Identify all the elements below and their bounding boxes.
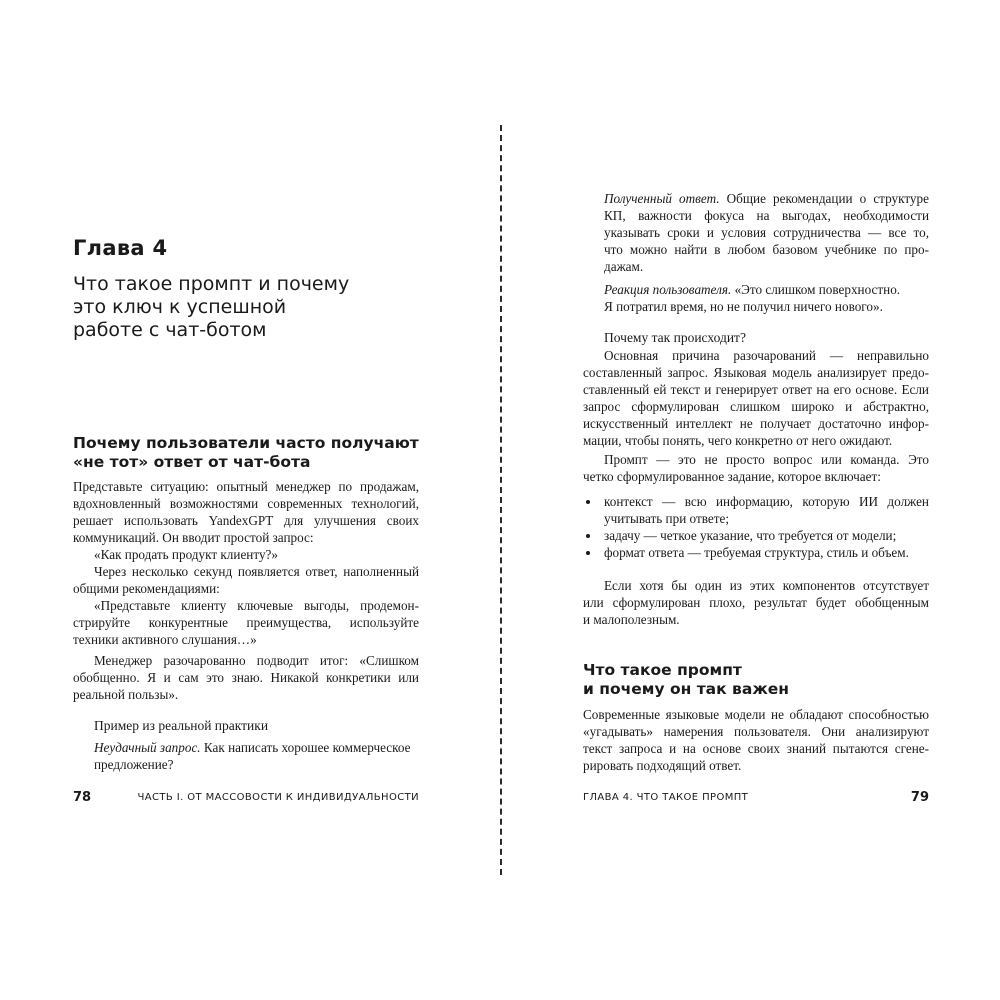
received-answer-label: Полученный ответ.: [604, 191, 720, 206]
text-line: стрируйте конкурентные преимущества, используйте: [73, 615, 419, 630]
chapter-label: Глава 4: [73, 236, 168, 260]
text-line: реальной пользы».: [73, 687, 179, 702]
text-line: запрос сформулирован слишком широко и абстрактно,: [583, 399, 929, 414]
received-answer-continuation: [604, 207, 929, 275]
text-line: составленный запрос. Языковая модель анализирует предо-: [583, 365, 929, 380]
left-footer: [73, 790, 419, 805]
text-line: или сформулирован плохо, результат будет обобщенным: [583, 595, 929, 610]
bullet-icon: [586, 500, 590, 504]
text-line: Промпт — это не просто вопрос или команда. Это: [604, 452, 929, 467]
text-line: Что такое промпт: [583, 661, 742, 679]
chapter-title: [73, 273, 433, 342]
text-line: вдохновленный возможностями современных технологий,: [73, 496, 419, 511]
left-page-number: 78: [73, 790, 92, 805]
text-line: техники активного слушания…»: [73, 632, 257, 647]
list-item-text: формат ответа — требуемая структура, стиль и объем.: [604, 545, 909, 560]
reason-paragraph: [583, 347, 929, 449]
text-line: рировать подходящий ответ.: [583, 758, 742, 773]
user-reaction-text: «Это слишком поверхностно.: [731, 282, 901, 297]
bullet-icon: [586, 534, 590, 538]
user-reaction-label: Реакция пользователя.: [604, 282, 732, 297]
list-item-text: учитывать при ответе;: [604, 511, 730, 526]
left-page: [73, 0, 419, 1000]
text-line: «не тот» ответ от чат-бота: [73, 453, 311, 471]
text-line: Основная причина разочарований — неправильно: [604, 348, 929, 363]
failed-request: [94, 739, 419, 773]
text-line: и почему он так важен: [583, 680, 789, 698]
prompt-components-list: [583, 493, 929, 561]
right-running-head: ГЛАВА 4. ЧТО ТАКОЕ ПРОМПТ: [583, 792, 749, 803]
received-answer-text: Общие рекомендации о структуре: [719, 191, 929, 206]
text-line: искусственный интеллект не получает достаточно инфор-: [583, 416, 929, 431]
text-line: текст запроса и на основе своих знаний пытаются сгене-: [583, 741, 929, 756]
prompt-definition-paragraph: [583, 451, 929, 485]
text-line: общими рекомендациями:: [73, 581, 220, 596]
models-paragraph: [583, 706, 929, 774]
intro-paragraph: [73, 478, 419, 546]
missing-component-paragraph: [583, 577, 929, 628]
section-heading-wrong-answer: [73, 434, 433, 472]
text-line: обобщенно. Я и сам это знаю. Никакой конкретики или: [73, 670, 419, 685]
text-line: Представьте ситуацию: опытный менеджер по продажам,: [73, 479, 419, 494]
text-line: мации, чтобы понять, чего конкретно от него ожидают.: [583, 433, 893, 448]
manager-conclusion-paragraph: [73, 652, 419, 703]
left-running-head: ЧАСТЬ I. ОТ МАССОВОСТИ К ИНДИВИДУАЛЬНОСТИ: [137, 792, 419, 803]
text-line: «угадывать» намерения пользователя. Они анализируют: [583, 724, 929, 739]
bullet-icon: [586, 551, 590, 555]
failed-request-text-2: предложение?: [94, 757, 174, 772]
text-line: Если хотя бы один из этих компонентов отсутствует: [604, 578, 929, 593]
text-line: Почему пользователи часто получают: [73, 434, 419, 452]
why-heading: Почему так происходит?: [604, 330, 746, 345]
text-line: дажам.: [604, 259, 644, 274]
text-line: КП, важности фокуса на выгодах, необходимости: [604, 208, 929, 223]
quote-simple-request: «Как продать продукт клиенту?»: [94, 547, 278, 562]
text-line: Через несколько секунд появляется ответ, наполненный: [94, 564, 419, 579]
right-page: [583, 0, 929, 1000]
text-line: Что такое промпт и почему: [73, 273, 350, 295]
text-line: это ключ к успешной: [73, 296, 287, 318]
text-line: и малополезным.: [583, 612, 680, 627]
text-line: «Представьте клиенту ключевые выгоды, продемон-: [94, 598, 419, 613]
quote-generic-response: [73, 597, 419, 648]
failed-request-text: Как написать хорошее коммерческое: [200, 740, 411, 755]
text-line: ставленный ей текст и генерирует ответ на его основе. Если: [583, 382, 929, 397]
list-item: [583, 527, 929, 544]
user-reaction: [604, 281, 929, 315]
section-heading-what-is-prompt: [583, 661, 943, 699]
user-reaction-text-2: Я потратил время, но не получил ничего нового».: [604, 299, 883, 314]
page-divider: [500, 125, 502, 875]
list-item-text: задачу — четкое указание, что требуется от модели;: [604, 528, 897, 543]
text-line: работе с чат-ботом: [73, 319, 267, 341]
right-page-number: 79: [910, 790, 929, 805]
text-line: четко сформулированное задание, которое включает:: [583, 469, 881, 484]
list-item: [583, 544, 929, 561]
failed-request-label: Неудачный запрос.: [94, 740, 201, 755]
text-line: что можно найти в любом базовом учебнике по про-: [604, 242, 929, 257]
list-item: [583, 493, 929, 527]
received-answer: [604, 190, 929, 275]
example-heading: Пример из реальной практики: [94, 718, 269, 733]
list-item-text: контекст — всю информацию, которую ИИ должен: [604, 494, 929, 509]
text-line: указывать сроки и условия сотрудничества — все то,: [604, 225, 929, 240]
text-line: Современные языковые модели не обладают способностью: [583, 707, 929, 722]
text-line: коммуникаций. Он вводит простой запрос:: [73, 530, 314, 545]
text-line: решает использовать YandexGPT для улучшения своих: [73, 513, 419, 528]
response-paragraph: [73, 563, 419, 597]
text-line: Менеджер разочарованно подводит итог: «Слишком: [94, 653, 419, 668]
